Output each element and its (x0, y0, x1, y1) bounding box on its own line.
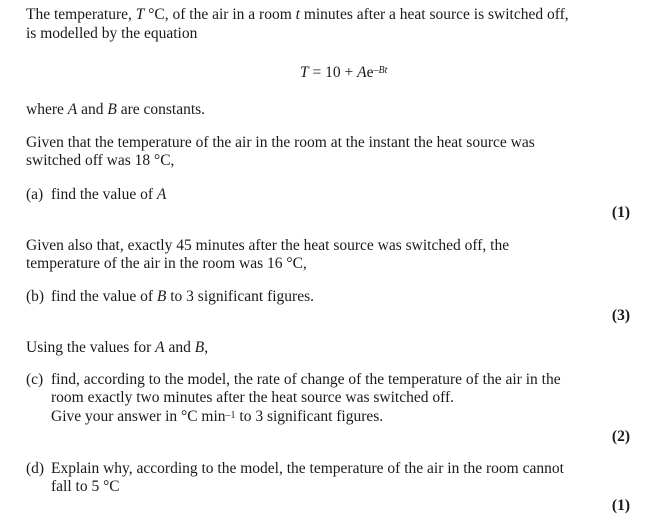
part-a-label: (a) (26, 186, 44, 203)
part-c-text: Give your answer in °C min (51, 408, 226, 425)
eq-exponent: –Bt (373, 65, 388, 76)
part-c-line-2: room exactly two minutes after the heat source was switched off. (51, 389, 455, 406)
part-c-line-1: find, according to the model, the rate of change of the temperature of the air in the (51, 371, 561, 388)
unit-exponent: –1 (225, 410, 236, 421)
intro-text: °C, of the air in a room (144, 6, 296, 23)
using-text: Using the values for (26, 339, 156, 356)
given1-line-1: Given that the temperature of the air in the room at the instant the heat source was (26, 134, 535, 151)
part-b-text: find the value of (51, 288, 157, 305)
part-b-text: to 3 significant figures. (166, 288, 315, 305)
using-line (26, 339, 208, 357)
part-c-marks: (2) (611, 428, 630, 445)
part-a-question (51, 186, 166, 204)
var-A: A (156, 186, 167, 203)
intro-text: The temperature, (26, 6, 136, 23)
part-b-marks: (3) (611, 307, 630, 324)
var-A: A (67, 101, 78, 118)
part-b-question (51, 288, 314, 306)
part-c-text: to 3 significant figures. (235, 408, 384, 425)
given2-line-1: Given also that, exactly 45 minutes after the heat source was switched off, the (26, 237, 510, 254)
var-B: B (194, 339, 205, 356)
var-A: A (155, 339, 165, 356)
given2-line-2: temperature of the air in the room was 16 °C, (26, 255, 307, 272)
using-text: , (204, 339, 209, 356)
constants-line (26, 101, 205, 119)
constants-text: are constants. (116, 101, 206, 118)
var-B: B (107, 101, 117, 118)
var-t: t (295, 6, 300, 23)
part-d-label: (d) (26, 460, 45, 477)
part-a-text: find the value of (51, 186, 157, 203)
part-d-line-1: Explain why, according to the model, the temperature of the air in the room cannot (51, 460, 564, 477)
part-a-marks: (1) (611, 204, 630, 221)
equation (300, 64, 387, 84)
constants-text: where (26, 101, 68, 118)
part-d-marks: (1) (611, 497, 630, 514)
eq-lhs: T (300, 64, 309, 81)
intro-text: minutes after a heat source is switched off, (299, 6, 569, 23)
part-c-label: (c) (26, 371, 44, 388)
part-b-label: (b) (26, 288, 45, 305)
eq-A: A (357, 64, 367, 81)
intro-line-1 (26, 6, 569, 24)
using-text: and (164, 339, 195, 356)
given1-line-2: switched off was 18 °C, (26, 152, 175, 169)
part-c-line-3 (51, 408, 383, 428)
var-T: T (135, 6, 145, 23)
intro-line-2: is modelled by the equation (26, 25, 198, 42)
var-B: B (156, 288, 167, 305)
part-d-line-2: fall to 5 °C (51, 478, 120, 495)
eq-mid: = 10 + (308, 64, 358, 81)
constants-text: and (77, 101, 108, 118)
eq-e: e (366, 64, 374, 81)
